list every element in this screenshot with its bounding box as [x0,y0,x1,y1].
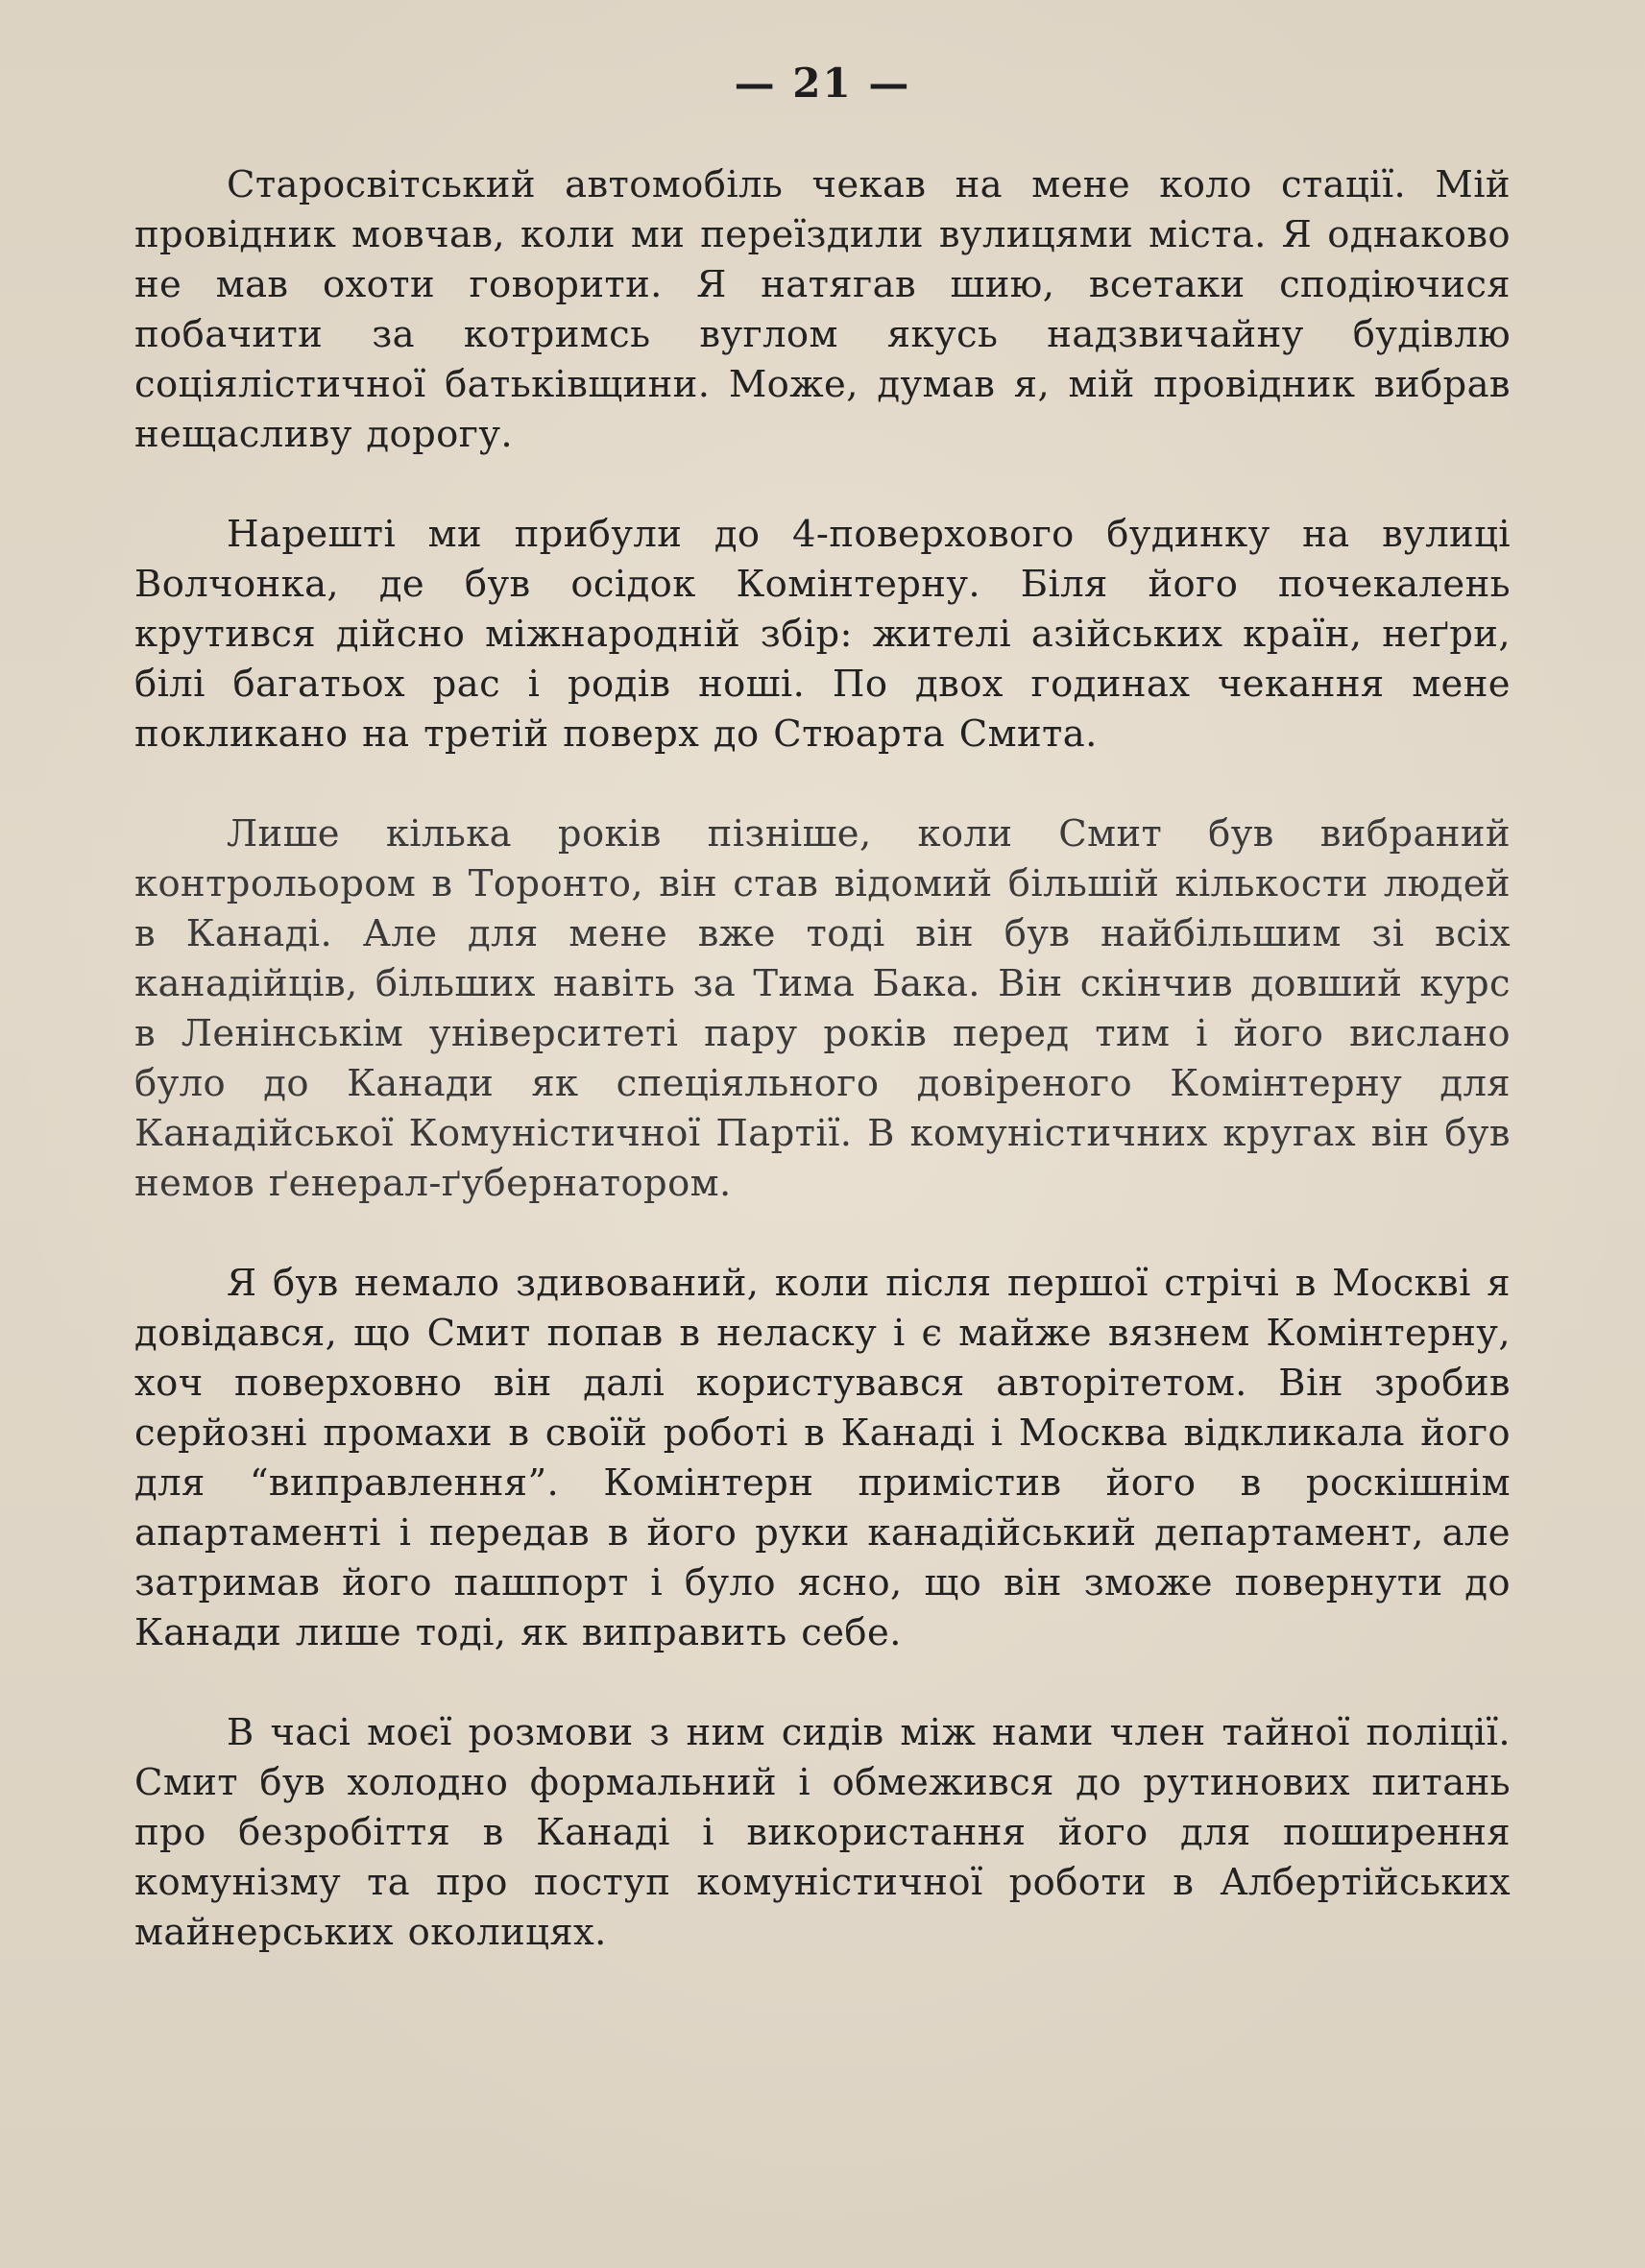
paragraph-4: Я був немало здивований, коли після першої стрічі в Москві я довідався, що Смит попав в неласку і є майже вязнем Комінтерну, хоч поверховно він далі користувався авторітетом. Він зробив серйозні промахи в своїй роботі в Канаді і Москва відкликала його для “виправлення”. Комінтерн примістив його в роскішнім апартаменті і передав в його руки канадійський департамент, але затримав його пашпорт і було ясно, що він зможе повернути до Канади лише тоді, як виправить себе. [134,1262,1511,1654]
paragraph-5: В часі моєї розмови з ним сидів між нами член тайної поліції. Смит був холодно формальний і обмежився до рутинових питань про безробіття в Канаді і використання його для поширення комунізму та про поступ комуністичної роботи в Албертійських майнерських околицях. [134,1711,1511,1954]
paragraph-3: Лише кілька років пізніше, коли Смит був вибраний контрольором в Торонто, він став відомий більшій кількости людей в Канаді. Але для мене вже тоді він був найбільшим зі всіх канадійців, більших навіть за Тима Бака. Він скінчив довший курс в Ленінськім університеті пару років перед тим і його вислано було до Канади як спеціяльного довіреного Комінтерну для Канадійської Комуністичної Партії. В комуністичних кругах він був немов ґенерал-ґубернатором. [134,812,1511,1205]
paragraph-1: Старосвітський автомобіль чекав на мене коло стації. Мій провідник мовчав, коли ми переїздили вулицями міста. Я однаково не мав охоти говорити. Я натягав шию, всетаки сподіючися побачити за котримсь вуглом якусь надзвичайну будівлю соціялістичної батьківщини. Може, думав я, мій провідник вибрав нещасливу дорогу. [134,163,1511,456]
page-number: — 21 — [734,60,911,107]
paragraph-2: Нарешті ми прибули до 4-поверхового будинку на вулиці Волчонка, де був осідок Комінтерну. Біля його почекалень крутився дійсно міжнародній збір: жителі азійських країн, неґри, білі багатьох рас і родів ноші. По двох годинах чекання мене покликано на третій поверх до Стюарта Смита. [134,513,1511,756]
